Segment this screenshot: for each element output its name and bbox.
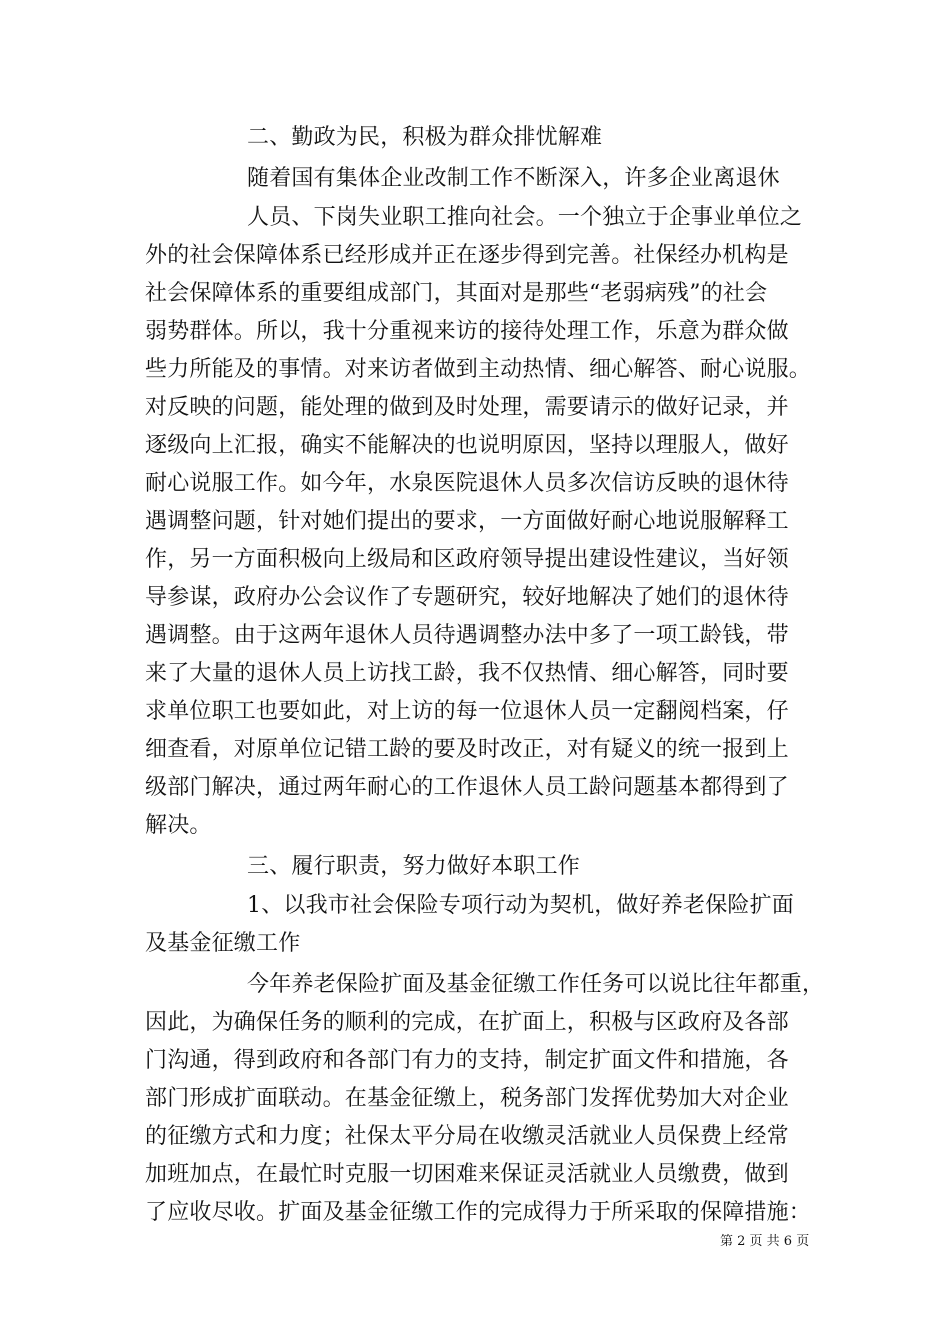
paragraph-line: 解决。 — [145, 813, 212, 838]
paragraph-line: 对反映的问题，能处理的做到及时处理，需要请示的做好记录，并 — [145, 395, 789, 420]
paragraph-line: 作，另一方面积极向上级局和区政府领导提出建设性建议，当好领 — [145, 547, 789, 572]
paragraph-line: 人员、下岗失业职工推向社会。一个独立于企事业单位之 — [247, 205, 803, 230]
paragraph-line: 逐级向上汇报，确实不能解决的也说明原因，坚持以理服人，做好 — [145, 433, 789, 458]
paragraph-line: 求单位职工也要如此，对上访的每一位退休人员一定翻阅档案，仔 — [145, 699, 789, 724]
paragraph-line: 耐心说服工作。如今年，水泉医院退休人员多次信访反映的退休待 — [145, 471, 789, 496]
paragraph-line: 今年养老保险扩面及基金征缴工作任务可以说比往年都重， — [247, 972, 825, 997]
paragraph-line: 部门形成扩面联动。在基金征缴上，税务部门发挥优势加大对企业 — [145, 1086, 789, 1111]
paragraph-line: 门沟通，得到政府和各部门有力的支持，制定扩面文件和措施，各 — [145, 1048, 789, 1073]
paragraph-line: 的征缴方式和力度；社保太平分局在收缴灵活就业人员保费上经常 — [145, 1124, 789, 1149]
section-heading-2: 二、勤政为民，积极为群众排忧解难 — [247, 125, 603, 150]
paragraph-line: 些力所能及的事情。对来访者做到主动热情、细心解答、耐心说服。 — [145, 357, 812, 382]
paragraph-line: 因此，为确保任务的顺利的完成，在扩面上，积极与区政府及各部 — [145, 1010, 789, 1035]
paragraph-line: 级部门解决，通过两年耐心的工作退休人员工龄问题基本都得到了 — [145, 775, 789, 800]
paragraph-line: 弱势群体。所以，我十分重视来访的接待处理工作，乐意为群众做 — [145, 319, 789, 344]
paragraph-line: 了应收尽收。扩面及基金征缴工作的完成得力于所采取的保障措施： — [145, 1200, 812, 1225]
paragraph-line: 来了大量的退休人员上访找工龄，我不仅热情、细心解答，同时要 — [145, 661, 789, 686]
section-heading-3: 三、履行职责，努力做好本职工作 — [247, 854, 581, 879]
paragraph-line: 细查看，对原单位记错工龄的要及时改正，对有疑义的统一报到上 — [145, 737, 789, 762]
paragraph-line: 加班加点，在最忙时克服一切困难来保证灵活就业人员缴费，做到 — [145, 1162, 789, 1187]
paragraph-line: 社会保障体系的重要组成部门，其面对是那些“老弱病残”的社会 — [145, 281, 768, 306]
page-number-footer: 第 2 页 共 6 页 — [720, 1234, 810, 1249]
paragraph-line: 遇调整问题，针对她们提出的要求，一方面做好耐心地说服解释工 — [145, 509, 789, 534]
paragraph-line: 外的社会保障体系已经形成并正在逐步得到完善。社保经办机构是 — [145, 243, 789, 268]
subsection-heading-1-cont: 及基金征缴工作 — [145, 931, 301, 956]
paragraph-line: 导参谋，政府办公会议作了专题研究，较好地解决了她们的退休待 — [145, 585, 789, 610]
paragraph-line: 随着国有集体企业改制工作不断深入，许多企业离退休 — [247, 166, 780, 191]
subsection-heading-1: 1、以我市社会保险专项行动为契机，做好养老保险扩面 — [247, 893, 794, 918]
paragraph-line: 遇调整。由于这两年退休人员待遇调整办法中多了一项工龄钱，带 — [145, 623, 789, 648]
